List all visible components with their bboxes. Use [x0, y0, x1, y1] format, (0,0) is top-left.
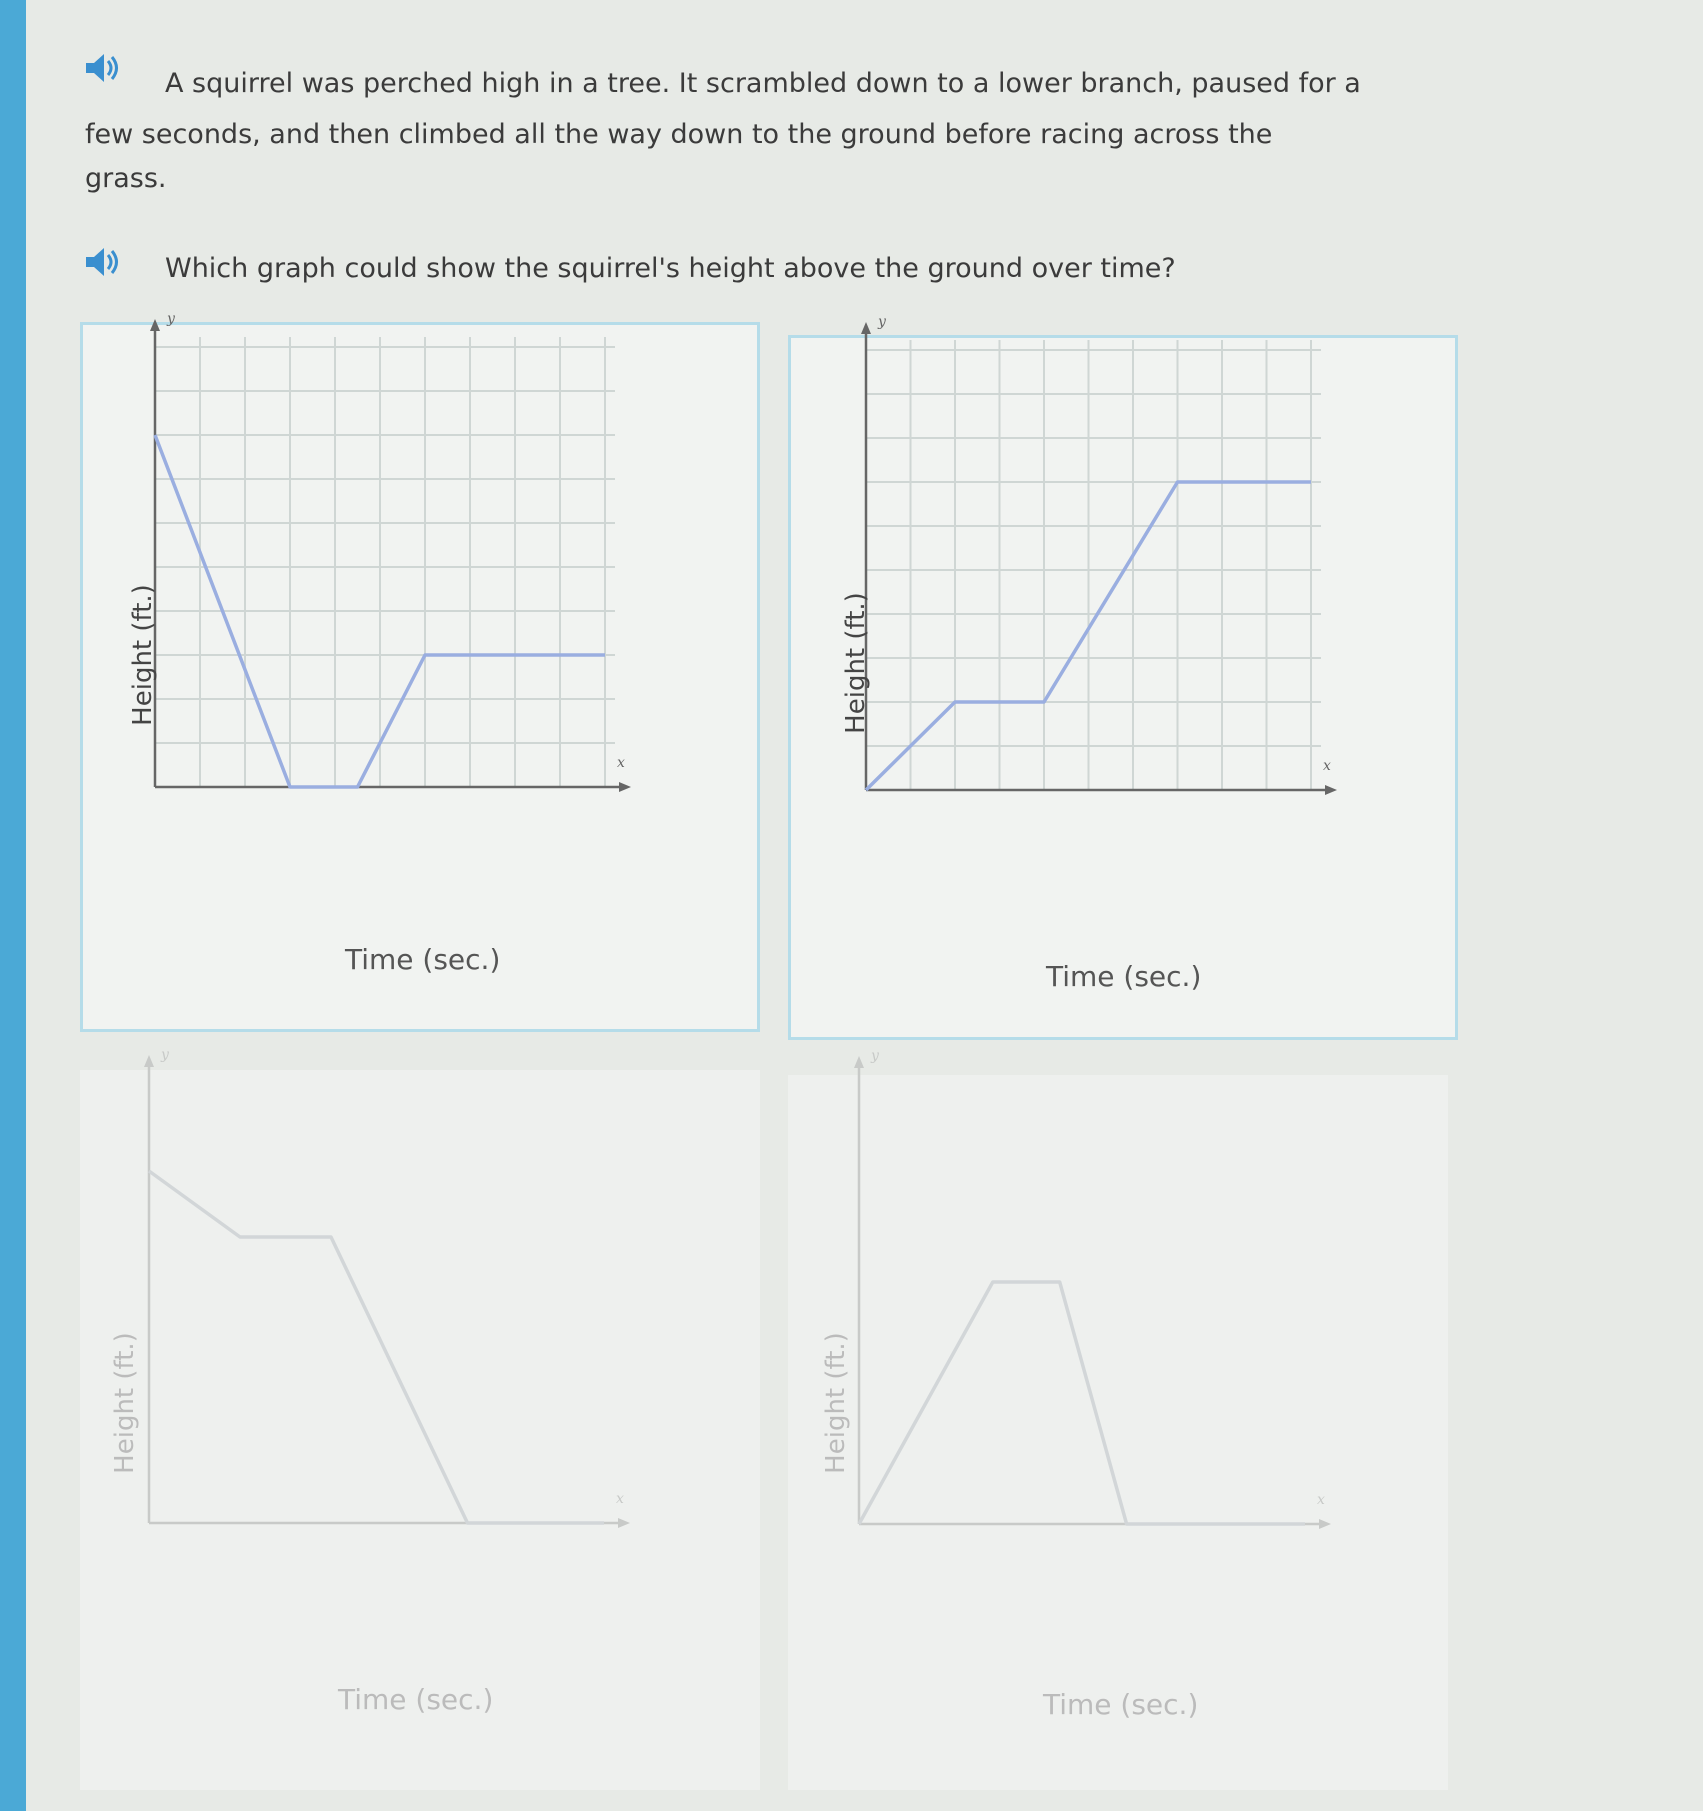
- speaker-icon[interactable]: [82, 48, 122, 88]
- answer-option-b[interactable]: [788, 314, 1458, 1040]
- answer-option-a[interactable]: [80, 311, 760, 1032]
- y-axis-letter: y: [878, 314, 886, 330]
- x-axis-label: Time (sec.): [1043, 1688, 1199, 1721]
- x-axis-arrow: [619, 782, 631, 792]
- series-line: [149, 1171, 604, 1523]
- x-axis-arrow: [1325, 785, 1337, 795]
- graph-d: [791, 1048, 1445, 1787]
- x-axis-letter: x: [616, 1491, 624, 1507]
- graph-b: [791, 314, 1455, 1037]
- y-axis-label: Height (ft.): [821, 1332, 851, 1474]
- graph-c: [83, 1047, 757, 1787]
- left-accent-bar: [0, 0, 26, 1811]
- x-axis-label: Time (sec.): [338, 1683, 494, 1716]
- y-axis-label: Height (ft.): [110, 1332, 140, 1474]
- y-axis-label: Height (ft.): [841, 592, 871, 734]
- speaker-icon[interactable]: [82, 242, 122, 282]
- question-line-2: few seconds, and then climbed all the way down to the ground before racing across the: [85, 119, 1273, 150]
- x-axis-label: Time (sec.): [345, 943, 501, 976]
- y-axis-label: Height (ft.): [128, 584, 158, 726]
- x-axis-label: Time (sec.): [1046, 960, 1202, 993]
- x-axis-letter: x: [617, 755, 625, 771]
- graph-a: [83, 311, 757, 1029]
- series-line: [859, 1282, 1305, 1524]
- x-axis-letter: x: [1323, 758, 1331, 774]
- question-line-3: grass.: [85, 163, 167, 194]
- y-axis-letter: y: [167, 311, 175, 327]
- question-prompt: Which graph could show the squirrel's height above the ground over time?: [165, 253, 1176, 284]
- answer-option-d[interactable]: [788, 1048, 1448, 1790]
- y-axis-letter: y: [161, 1047, 169, 1063]
- y-axis-letter: y: [871, 1048, 879, 1064]
- x-axis-arrow: [1319, 1519, 1331, 1529]
- x-axis-arrow: [618, 1518, 630, 1528]
- question-line-1: A squirrel was perched high in a tree. It scrambled down to a lower branch, paused for a: [165, 68, 1361, 99]
- answer-option-c[interactable]: [80, 1047, 760, 1790]
- x-axis-letter: x: [1317, 1492, 1325, 1508]
